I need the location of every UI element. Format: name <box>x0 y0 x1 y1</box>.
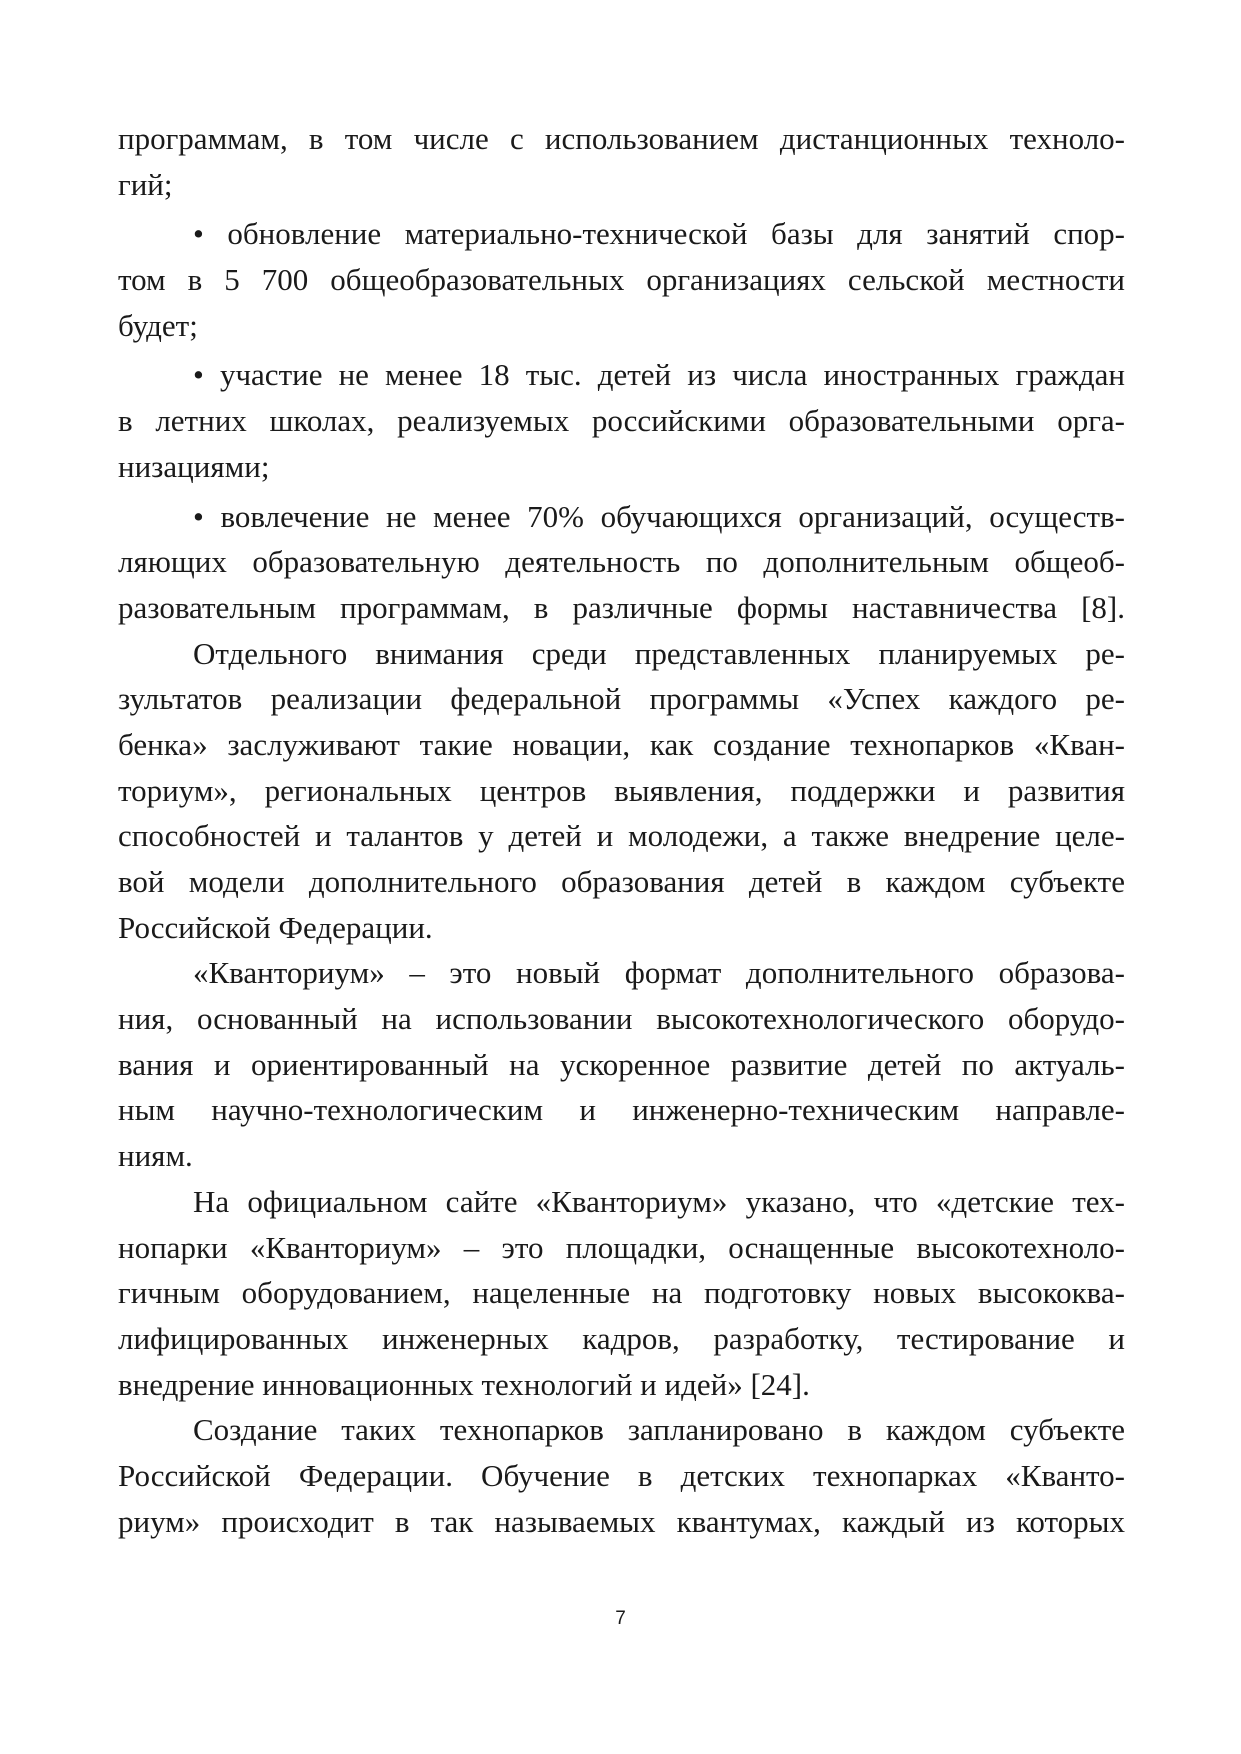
text-line: разовательным программам, в различные формы наставничества [8]. <box>118 589 1125 625</box>
text-line: ториум», региональных центров выявления, поддержки и развития <box>118 772 1125 808</box>
text-line: в летних школах, реализуемых российскими образовательными орга- <box>118 403 1125 439</box>
paragraph-first-line: На официальном сайте «Кванториум» указано, что «детские тех- <box>193 1183 1125 1219</box>
list-item-line: • обновление материально-технической базы для занятий спор- <box>193 216 1125 252</box>
text-line: будет; <box>118 307 198 343</box>
paragraph-first-line: «Кванториум» – это новый формат дополнительного образова- <box>193 955 1125 991</box>
text-line: ным научно-технологическим и инженерно-техническим направле- <box>118 1092 1125 1128</box>
text-line: вой модели дополнительного образования детей в каждом субъекте <box>118 864 1125 899</box>
text-line: лифицированных инженерных кадров, разработку, тестирование и <box>118 1320 1125 1356</box>
text-line: ниям. <box>118 1138 193 1174</box>
list-item-line: • участие не менее 18 тыс. детей из числа иностранных граждан <box>193 357 1125 393</box>
text-line: ляющих образовательную деятельность по дополнительным общеоб- <box>118 544 1125 580</box>
text-line: внедрение инновационных технологий и идей» [24]. <box>118 1366 810 1402</box>
text-line: способностей и талантов у детей и молодежи, а также внедрение целе- <box>118 818 1125 854</box>
text-line: Российской Федерации. Обучение в детских технопарках «Кванто- <box>118 1457 1125 1493</box>
text-line: бенка» заслуживают такие новации, как создание технопарков «Кван- <box>118 726 1125 762</box>
text-line: риум» происходит в так называемых квантумах, каждый из которых <box>118 1503 1125 1539</box>
text-line: вания и ориентированный на ускоренное развитие детей по актуаль- <box>118 1046 1125 1082</box>
text-line: гий; <box>118 166 173 202</box>
text-line: программам, в том числе с использованием дистанционных техноло- <box>118 121 1125 156</box>
paragraph-first-line: Создание таких технопарков запланировано в каждом субъекте <box>193 1412 1125 1448</box>
text-line: нопарки «Кванториум» – это площадки, оснащенные высокотехноло- <box>118 1229 1125 1265</box>
text-line: зультатов реализации федеральной программы «Успех каждого ре- <box>118 681 1125 717</box>
text-line: том в 5 700 общеобразовательных организациях сельской местности <box>118 262 1125 298</box>
text-line: гичным оборудованием, нацеленные на подготовку новых высококва- <box>118 1275 1125 1311</box>
text-line: Российской Федерации. <box>118 909 433 945</box>
paragraph-first-line: Отдельного внимания среди представленных планируемых ре- <box>193 635 1125 671</box>
page-number: 7 <box>615 1608 626 1629</box>
text-line: ния, основанный на использовании высокотехнологического оборудо- <box>118 1001 1125 1037</box>
document-body <box>118 116 1125 1544</box>
list-item-line: • вовлечение не менее 70% обучающихся организаций, осуществ- <box>193 498 1125 534</box>
text-line: низациями; <box>118 448 270 484</box>
